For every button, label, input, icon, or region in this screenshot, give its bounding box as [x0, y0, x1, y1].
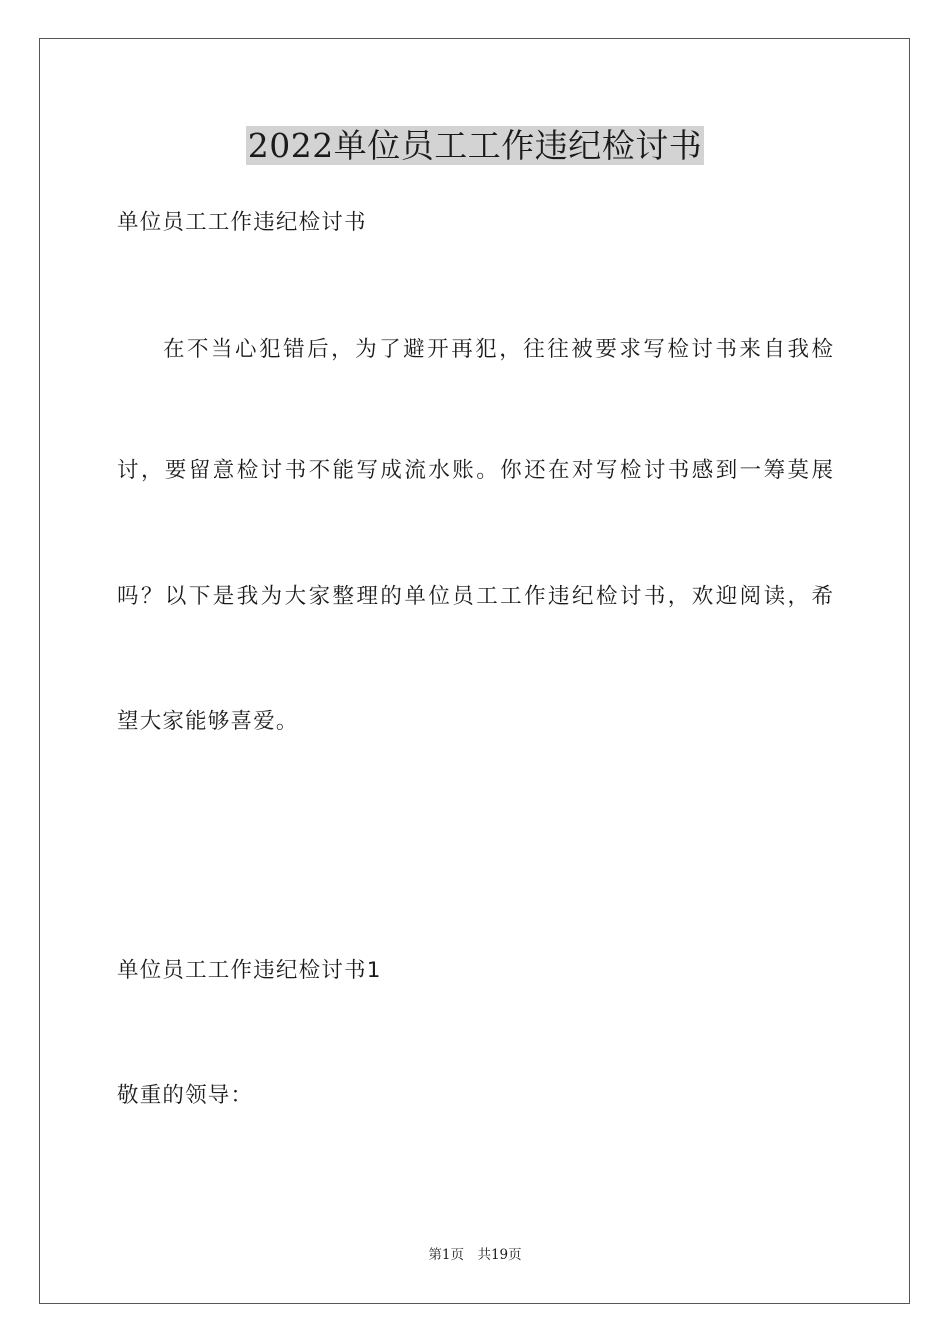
document-title — [0, 124, 950, 168]
document-subtitle: 单位员工工作违纪检讨书 — [117, 210, 367, 235]
intro-line-3: 吗？以下是我为大家整理的单位员工工作违纪检讨书，欢迎阅读，希 — [117, 584, 833, 609]
intro-line-2: 讨，要留意检讨书不能写成流水账。你还在对写检讨书感到一筹莫展 — [117, 458, 833, 483]
document-title-text: 2022单位员工工作违纪检讨书 — [247, 126, 703, 165]
intro-line-4: 望大家能够喜爱。 — [117, 709, 299, 734]
section-heading: 单位员工工作违纪检讨书1 — [117, 958, 382, 983]
salutation: 敬重的领导： — [117, 1083, 254, 1108]
page-footer: 第1页 共19页 — [428, 1247, 522, 1263]
intro-line-1: 在不当心犯错后，为了避开再犯，往往被要求写检讨书来自我检 — [163, 337, 833, 362]
